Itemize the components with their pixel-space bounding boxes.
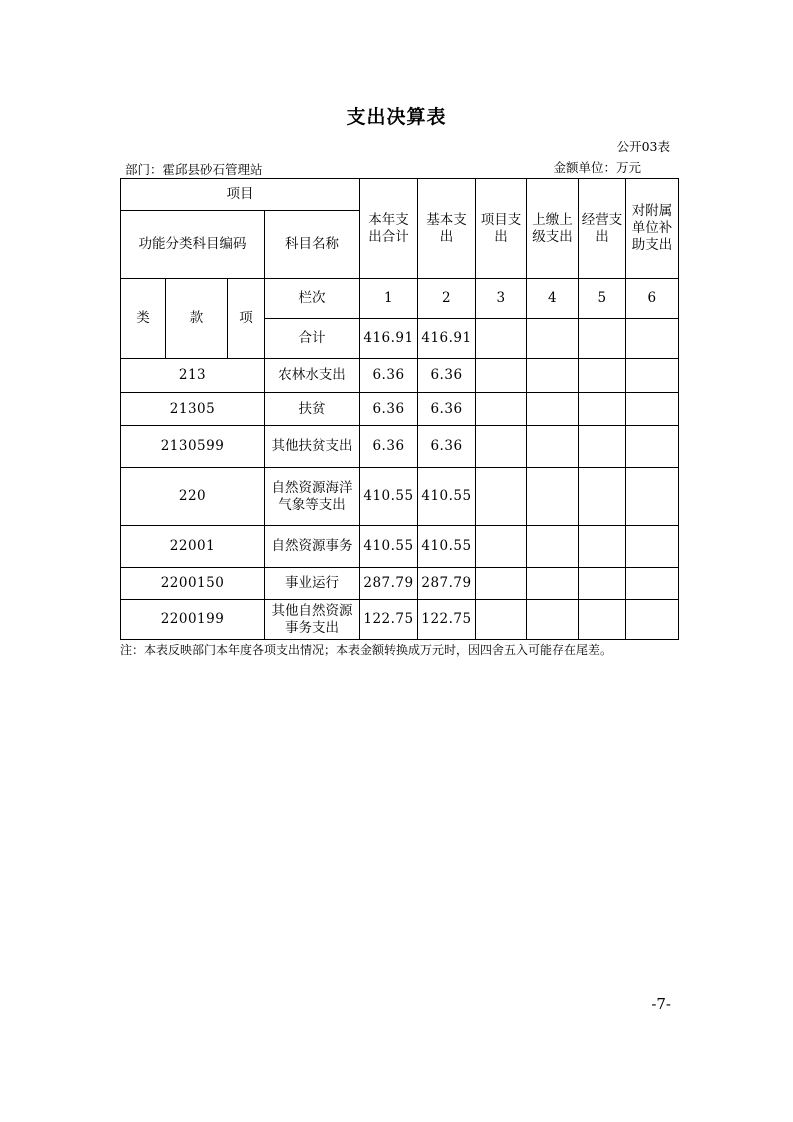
row-code: 21305 (121, 393, 265, 426)
header-col-business: 经营支出 (579, 179, 626, 279)
row-code: 2200150 (121, 568, 265, 600)
row-value (579, 359, 626, 393)
form-number: 公开03表 (616, 139, 670, 154)
row-value (579, 600, 626, 640)
table-row (121, 359, 679, 393)
row-code: 2200199 (121, 600, 265, 640)
expenditure-table (120, 178, 679, 640)
table-row (121, 393, 679, 426)
col-num: 2 (418, 279, 476, 319)
row-value (626, 568, 679, 600)
table-row (121, 426, 679, 468)
row-value: 6.36 (418, 393, 476, 426)
row-value: 6.36 (360, 393, 418, 426)
row-value (579, 393, 626, 426)
row-code: 213 (121, 359, 265, 393)
row-value (626, 359, 679, 393)
row-value: 6.36 (360, 426, 418, 468)
heji-value: 416.91 (418, 319, 476, 359)
header-project: 项目 (121, 179, 360, 211)
row-value (527, 568, 579, 600)
table-row (121, 526, 679, 568)
heji-value: 416.91 (360, 319, 418, 359)
row-value (579, 568, 626, 600)
col-num: 1 (360, 279, 418, 319)
table-row (121, 468, 679, 526)
heji-value (476, 319, 527, 359)
row-value (476, 600, 527, 640)
heji-label: 合计 (265, 319, 360, 359)
row-value (476, 526, 527, 568)
row-value: 6.36 (360, 359, 418, 393)
row-name: 扶贫 (265, 393, 360, 426)
col-num: 4 (527, 279, 579, 319)
heji-value (579, 319, 626, 359)
row-value (476, 359, 527, 393)
page-title: 支出决算表 (346, 106, 447, 128)
row-value (527, 526, 579, 568)
row-code: 22001 (121, 526, 265, 568)
header-col-upper: 上缴上级支出 (527, 179, 579, 279)
row-value (527, 468, 579, 526)
row-value (626, 526, 679, 568)
department-label: 部门：霍邱县砂石管理站 (125, 162, 263, 177)
header-xiang: 项 (228, 279, 265, 359)
row-name: 农林水支出 (265, 359, 360, 393)
row-value (527, 600, 579, 640)
row-value (527, 359, 579, 393)
row-value: 6.36 (418, 426, 476, 468)
header-subject-name: 科目名称 (265, 211, 360, 279)
row-value (476, 468, 527, 526)
row-value (527, 426, 579, 468)
amount-unit-label: 金额单位：万元 (553, 160, 641, 175)
heji-value (626, 319, 679, 359)
row-name: 自然资源海洋气象等支出 (265, 468, 360, 526)
row-value (476, 568, 527, 600)
header-col-basic: 基本支出 (418, 179, 476, 279)
row-value (579, 526, 626, 568)
header-row-1 (121, 179, 679, 211)
row-value: 410.55 (418, 526, 476, 568)
header-col-project: 项目支出 (476, 179, 527, 279)
header-col-total: 本年支出合计 (360, 179, 418, 279)
row-value (579, 468, 626, 526)
row-name: 其他扶贫支出 (265, 426, 360, 468)
lanci-row (121, 279, 679, 319)
col-num: 5 (579, 279, 626, 319)
header-kuan: 款 (166, 279, 228, 359)
row-value: 6.36 (418, 359, 476, 393)
row-value (579, 426, 626, 468)
row-code: 2130599 (121, 426, 265, 468)
row-value: 410.55 (360, 526, 418, 568)
header-col-subsidy: 对附属单位补助支出 (626, 179, 679, 279)
row-value: 410.55 (418, 468, 476, 526)
row-value: 287.79 (360, 568, 418, 600)
row-value: 410.55 (360, 468, 418, 526)
col-num: 3 (476, 279, 527, 319)
row-code: 220 (121, 468, 265, 526)
row-value: 122.75 (418, 600, 476, 640)
header-lei: 类 (121, 279, 166, 359)
row-value (626, 600, 679, 640)
page-number: -7- (651, 995, 671, 1013)
table-note: 注：本表反映部门本年度各项支出情况；本表金额转换成万元时，因四舍五入可能存在尾差。 (120, 643, 613, 657)
table-row (121, 600, 679, 640)
heji-value (527, 319, 579, 359)
row-name: 自然资源事务 (265, 526, 360, 568)
row-value (476, 426, 527, 468)
header-lanci: 栏次 (265, 279, 360, 319)
row-name: 事业运行 (265, 568, 360, 600)
row-value (626, 426, 679, 468)
col-num: 6 (626, 279, 679, 319)
row-value (527, 393, 579, 426)
row-value (626, 393, 679, 426)
table-row (121, 568, 679, 600)
row-name: 其他自然资源事务支出 (265, 600, 360, 640)
header-func-code: 功能分类科目编码 (121, 211, 265, 279)
row-value (476, 393, 527, 426)
row-value: 122.75 (360, 600, 418, 640)
row-value: 287.79 (418, 568, 476, 600)
row-value (626, 468, 679, 526)
